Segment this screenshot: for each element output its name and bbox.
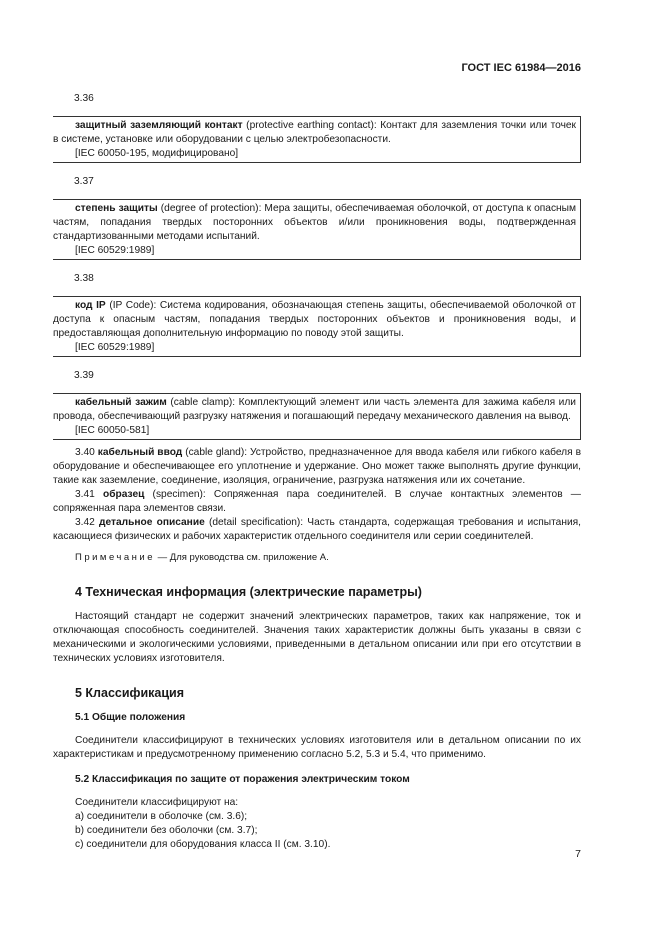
definition-text: (degree of protection): Мера защиты, обеспечиваемая оболочкой, от доступа к опасным частям, попадания твердых посторонних объектов и/или проникновения воды, подтвержденная стандартизованными методами испытаний. xyxy=(53,203,576,242)
section-5-2-heading: 5.2 Классификация по защите от поражения электрическим током xyxy=(75,774,410,785)
section-4-paragraph: Настоящий стандарт не содержит значений электрических параметров, таких как напряжение, ток и отключающая способность соединителей. Значения таких характеристик должны быть указаны в связи с механическими и экологическими условиями, приведенными в детальном описании или при его отсутствии в технических условиях изготовителя. xyxy=(53,611,581,664)
note xyxy=(53,551,581,565)
document-header: ГОСТ IEC 61984—2016 xyxy=(461,62,581,74)
list-item: b) соединители без оболочки (см. 3.7); xyxy=(75,825,258,836)
section-5-1-heading: 5.1 Общие положения xyxy=(75,712,186,723)
definition-3-42 xyxy=(53,516,581,544)
definition-3-41 xyxy=(53,488,581,516)
definition-box xyxy=(53,116,581,163)
definition-3-39 xyxy=(53,369,581,440)
definition-number: 3.39 xyxy=(74,370,94,381)
definition-text: (IP Code): Система кодирования, обозначающая степень защиты, обеспечиваемой оболочкой от доступа к опасным частям, попадания твердых посторонних объектов и проникновения воды, и предоставляющая дополнительную информацию по поводу этой защиты. xyxy=(53,300,576,339)
term: образец xyxy=(103,489,145,500)
definition-number: 3.37 xyxy=(74,176,94,187)
term: детальное описание xyxy=(99,517,205,528)
definition-3-37 xyxy=(53,175,581,260)
classification-list xyxy=(53,796,581,852)
definition-text: (cable clamp): Комплектующий элемент или часть элемента для зажима кабеля или провода, обеспечивающий разгрузку натяжения и погашающий передачу механического давления на вывод. xyxy=(53,397,576,422)
reference: [IEC 60529:1989] xyxy=(75,342,155,353)
definition-box xyxy=(53,296,581,357)
definition-text: (detail specification): Часть стандарта, содержащая требования и испытания, касающиеся физических и рабочих характеристик отдельного соединителя или серии соединителей. xyxy=(53,517,581,542)
term: кабельный ввод xyxy=(97,447,183,458)
page-number: 7 xyxy=(575,848,581,860)
section-5-heading: 5 Классификация xyxy=(75,686,185,700)
definition-3-40 xyxy=(53,446,581,488)
definition-text: (cable gland): Устройство, предназначенное для ввода кабеля или гибкого кабеля в оборудование и обеспечивающее его уплотнение и удержание. Оно может также выполнять другие функции, такие как заземление, соединение, изоляция, ограничение, разгрузка натяжения или их сочетание. xyxy=(53,447,581,486)
definition-number: 3.41 xyxy=(75,489,95,500)
note-label: Примечание xyxy=(75,552,155,563)
definition-text: (protective earthing contact): Контакт для заземления точки или точек в системе, установке или оборудовании с целью электробезопасности. xyxy=(53,120,577,145)
reference: [IEC 60529:1989] xyxy=(75,245,155,256)
list-item: а) соединители в оболочке (см. 3.6); xyxy=(75,811,248,822)
definition-text: (specimen): Сопряженная пара соединителей. В случае контактных элементов — сопряженная пара элементов связи. xyxy=(53,489,581,514)
term: кабельный зажим xyxy=(75,397,167,408)
term: код IP xyxy=(75,300,106,311)
definition-3-38 xyxy=(53,272,581,357)
section-5-1-paragraph: Соединители классифицируют в технических условиях изготовителя или в детальном описании по их характеристикам и предусмотренному применению согласно 5.2, 5.3 и 5.4, что применимо. xyxy=(53,735,581,760)
section-4-heading: 4 Техническая информация (электрические параметры) xyxy=(75,585,422,599)
definition-3-36 xyxy=(53,92,581,163)
note-text: — Для руководства см. приложение А. xyxy=(155,552,329,563)
term: степень защиты xyxy=(75,203,158,214)
definition-number: 3.38 xyxy=(74,273,94,284)
page-content xyxy=(53,92,581,852)
list-item: с) соединители для оборудования класса II (см. 3.10). xyxy=(75,839,331,850)
list-intro: Соединители классифицируют на: xyxy=(75,797,239,808)
definition-box xyxy=(53,199,581,260)
reference: [IEC 60050-195, модифицировано] xyxy=(75,148,239,159)
definition-number: 3.42 xyxy=(75,517,95,528)
definition-number: 3.40 xyxy=(75,447,95,458)
definition-box xyxy=(53,393,581,440)
reference: [IEC 60050-581] xyxy=(75,425,150,436)
definition-number: 3.36 xyxy=(74,93,94,104)
term: защитный заземляющий контакт xyxy=(75,120,243,131)
